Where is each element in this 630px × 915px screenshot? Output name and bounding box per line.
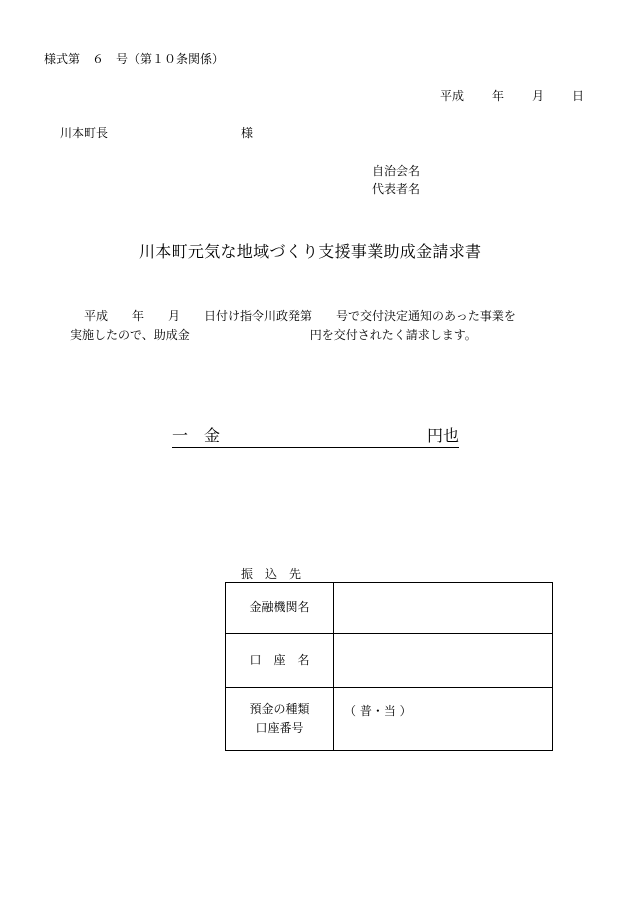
account-number-label: 口座番号 (255, 721, 304, 735)
bank-name-label: 金融機関名 (226, 583, 334, 634)
date-month-unit: 月 (532, 89, 545, 103)
table-row (226, 634, 553, 688)
amount-prefix: 一 金 (172, 426, 221, 445)
deposit-type-field[interactable]: （ 普・当 ） (334, 688, 553, 751)
amount-line (172, 428, 459, 448)
account-name-label: 口 座 名 (226, 634, 334, 688)
addressee-honorific: 様 (241, 126, 254, 140)
date-year-unit: 年 (492, 89, 505, 103)
table-row (226, 583, 553, 634)
deposit-type-label: 預金の種類 (249, 701, 310, 716)
form-number: 様式第 ６ 号（第１０条関係） (44, 52, 225, 66)
document-title: 川本町元気な地域づくり支援事業助成金請求書 (139, 242, 482, 261)
table-row (226, 688, 553, 751)
amount-suffix: 円也 (426, 426, 459, 445)
representative-name-label: 代表者名 (372, 182, 421, 196)
date-day-unit: 日 (572, 89, 585, 103)
deposit-type-account-number-label (226, 688, 334, 751)
account-name-field[interactable] (334, 634, 553, 688)
body-text-line-1: 平成 年 月 日付け指令川政発第 号で交付決定通知のあった事業を (84, 309, 516, 323)
date-line (440, 90, 584, 102)
body-text-line-2: 実施したので、助成金 円を交付されたく請求します。 (70, 328, 477, 342)
addressee-name: 川本町長 (60, 126, 109, 140)
bank-name-field[interactable] (334, 583, 553, 634)
bank-transfer-table (225, 582, 553, 751)
transfer-destination-heading: 振 込 先 (241, 567, 302, 581)
date-era: 平成 (440, 89, 465, 103)
association-name-label: 自治会名 (372, 164, 421, 178)
